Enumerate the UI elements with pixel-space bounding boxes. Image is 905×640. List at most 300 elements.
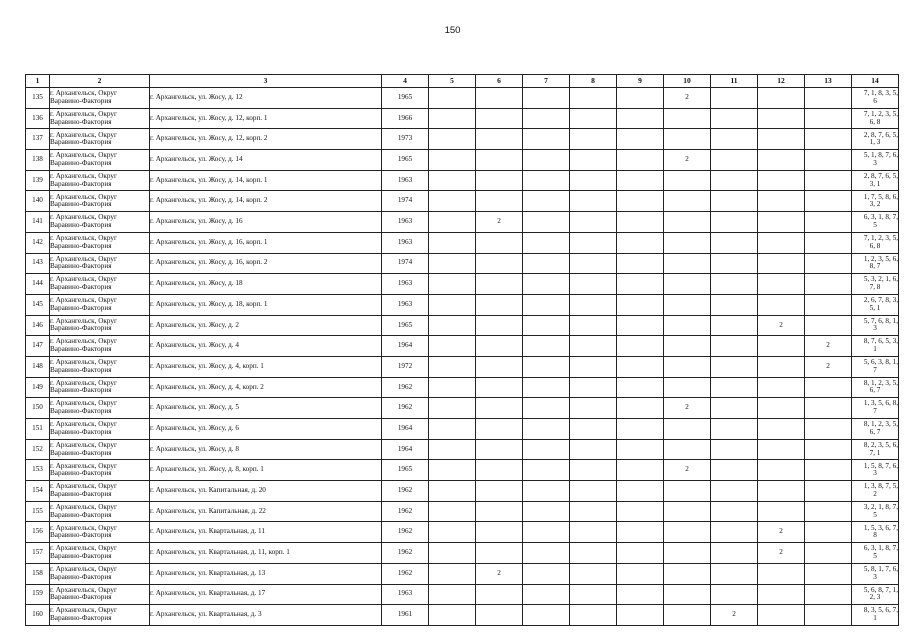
col5-cell bbox=[429, 212, 476, 233]
address-cell: г. Архангельск, ул. Капитальная, д. 22 bbox=[150, 501, 382, 522]
district-cell bbox=[50, 150, 150, 171]
district-line: г. Архангельск, Округ bbox=[50, 254, 117, 263]
col6-cell bbox=[476, 253, 523, 274]
col7-cell bbox=[523, 522, 570, 543]
col9-cell bbox=[617, 150, 664, 171]
code-line-1: 7, 1, 2, 3, 5, bbox=[863, 109, 898, 118]
col13-cell bbox=[805, 150, 852, 171]
row-number: 154 bbox=[26, 481, 50, 502]
col13-cell bbox=[805, 253, 852, 274]
col5-cell bbox=[429, 563, 476, 584]
district-line: г. Архангельск, Округ bbox=[50, 544, 117, 553]
col10-cell: 2 bbox=[664, 460, 711, 481]
code-line-1: 1, 5, 3, 6, 7, bbox=[863, 523, 898, 532]
year-cell: 1974 bbox=[382, 191, 429, 212]
col7-cell bbox=[523, 108, 570, 129]
code-cell bbox=[852, 232, 899, 253]
year-cell: 1963 bbox=[382, 294, 429, 315]
table-row bbox=[26, 356, 899, 377]
code-line-2: 3 bbox=[873, 324, 877, 333]
col12-cell bbox=[758, 191, 805, 212]
code-line-2: 3, 2 bbox=[869, 200, 881, 209]
address-cell: г. Архангельск, ул. Жосу, д. 16, корп. 2 bbox=[150, 253, 382, 274]
district-line: Варавино-Фактория bbox=[50, 241, 112, 250]
address-cell: г. Архангельск, ул. Жосу, д. 12, корп. 2 bbox=[150, 129, 382, 150]
district-line: г. Архангельск, Округ bbox=[50, 523, 117, 532]
col8-cell bbox=[570, 232, 617, 253]
col10-cell bbox=[664, 129, 711, 150]
col12-cell: 2 bbox=[758, 522, 805, 543]
table-row bbox=[26, 274, 899, 295]
col13-cell bbox=[805, 108, 852, 129]
col10-cell bbox=[664, 439, 711, 460]
address-cell: г. Архангельск, ул. Жосу, д. 14, корп. 1 bbox=[150, 170, 382, 191]
year-cell: 1963 bbox=[382, 584, 429, 605]
col8-cell bbox=[570, 377, 617, 398]
column-header-7: 7 bbox=[523, 75, 570, 88]
address-cell: г. Архангельск, ул. Жосу, д. 16 bbox=[150, 212, 382, 233]
col10-cell bbox=[664, 108, 711, 129]
year-cell: 1962 bbox=[382, 481, 429, 502]
code-line-2: 3 bbox=[873, 572, 877, 581]
col6-cell bbox=[476, 232, 523, 253]
col12-cell: 2 bbox=[758, 315, 805, 336]
col12-cell bbox=[758, 377, 805, 398]
col5-cell bbox=[429, 150, 476, 171]
district-line: Варавино-Фактория bbox=[50, 593, 112, 602]
district-cell bbox=[50, 274, 150, 295]
col7-cell bbox=[523, 315, 570, 336]
district-cell bbox=[50, 522, 150, 543]
address-cell: г. Архангельск, ул. Жосу, д. 16, корп. 1 bbox=[150, 232, 382, 253]
col10-cell: 2 bbox=[664, 88, 711, 109]
code-line-1: 1, 7, 5, 8, 6, bbox=[863, 192, 898, 201]
district-line: Варавино-Фактория bbox=[50, 179, 112, 188]
col10-cell bbox=[664, 315, 711, 336]
col5-cell bbox=[429, 191, 476, 212]
district-cell bbox=[50, 398, 150, 419]
col7-cell bbox=[523, 274, 570, 295]
code-cell bbox=[852, 253, 899, 274]
row-number: 157 bbox=[26, 543, 50, 564]
col13-cell bbox=[805, 584, 852, 605]
col5-cell bbox=[429, 232, 476, 253]
col12-cell bbox=[758, 129, 805, 150]
address-cell: г. Архангельск, ул. Квартальная, д. 17 bbox=[150, 584, 382, 605]
address-cell: г. Архангельск, ул. Жосу, д. 18, корп. 1 bbox=[150, 294, 382, 315]
year-cell: 1964 bbox=[382, 336, 429, 357]
col9-cell bbox=[617, 336, 664, 357]
col11-cell bbox=[711, 253, 758, 274]
table-row bbox=[26, 501, 899, 522]
col9-cell bbox=[617, 294, 664, 315]
table-row bbox=[26, 170, 899, 191]
district-cell bbox=[50, 419, 150, 440]
year-cell: 1961 bbox=[382, 605, 429, 626]
district-line: Варавино-Фактория bbox=[50, 96, 112, 105]
row-number: 153 bbox=[26, 460, 50, 481]
row-number: 160 bbox=[26, 605, 50, 626]
district-line: Варавино-Фактория bbox=[50, 138, 112, 147]
district-cell bbox=[50, 336, 150, 357]
col9-cell bbox=[617, 170, 664, 191]
code-cell bbox=[852, 584, 899, 605]
col6-cell bbox=[476, 460, 523, 481]
code-line-2: 7, 1 bbox=[869, 448, 881, 457]
year-cell: 1964 bbox=[382, 439, 429, 460]
col13-cell bbox=[805, 212, 852, 233]
col6-cell bbox=[476, 170, 523, 191]
col7-cell bbox=[523, 543, 570, 564]
district-line: г. Архангельск, Округ bbox=[50, 420, 117, 429]
col6-cell bbox=[476, 543, 523, 564]
code-line-1: 5, 7, 6, 8, 1, bbox=[863, 316, 898, 325]
district-cell bbox=[50, 481, 150, 502]
code-line-2: 6, 7 bbox=[869, 427, 881, 436]
col11-cell bbox=[711, 336, 758, 357]
col6-cell bbox=[476, 605, 523, 626]
col13-cell bbox=[805, 315, 852, 336]
code-line-1: 1, 2, 3, 5, 6, bbox=[863, 254, 898, 263]
col6-cell bbox=[476, 336, 523, 357]
col6-cell bbox=[476, 584, 523, 605]
code-line-1: 5, 6, 8, 7, 1, bbox=[863, 585, 898, 594]
row-number: 156 bbox=[26, 522, 50, 543]
col6-cell bbox=[476, 150, 523, 171]
col10-cell bbox=[664, 522, 711, 543]
col9-cell bbox=[617, 274, 664, 295]
district-cell bbox=[50, 108, 150, 129]
col13-cell bbox=[805, 294, 852, 315]
col13-cell bbox=[805, 88, 852, 109]
col10-cell bbox=[664, 274, 711, 295]
col11-cell bbox=[711, 212, 758, 233]
table-row bbox=[26, 253, 899, 274]
col6-cell bbox=[476, 129, 523, 150]
col13-cell bbox=[805, 563, 852, 584]
district-line: Варавино-Фактория bbox=[50, 386, 112, 395]
col8-cell bbox=[570, 522, 617, 543]
col10-cell bbox=[664, 170, 711, 191]
col12-cell bbox=[758, 108, 805, 129]
address-cell: г. Архангельск, ул. Жосу, д. 2 bbox=[150, 315, 382, 336]
col5-cell bbox=[429, 356, 476, 377]
col10-cell bbox=[664, 232, 711, 253]
year-cell: 1963 bbox=[382, 212, 429, 233]
district-line: Варавино-Фактория bbox=[50, 551, 112, 560]
col7-cell bbox=[523, 377, 570, 398]
col9-cell bbox=[617, 543, 664, 564]
col10-cell bbox=[664, 212, 711, 233]
col5-cell bbox=[429, 584, 476, 605]
col6-cell: 2 bbox=[476, 563, 523, 584]
col8-cell bbox=[570, 439, 617, 460]
district-line: г. Архангельск, Округ bbox=[50, 89, 117, 98]
code-line-2: 8 bbox=[873, 531, 877, 540]
district-line: г. Архангельск, Округ bbox=[50, 171, 117, 180]
code-line-2: 1 bbox=[873, 614, 877, 623]
row-number: 135 bbox=[26, 88, 50, 109]
district-line: г. Архангельск, Округ bbox=[50, 399, 117, 408]
col8-cell bbox=[570, 501, 617, 522]
col7-cell bbox=[523, 501, 570, 522]
code-line-2: 3 bbox=[873, 469, 877, 478]
code-line-1: 7, 1, 2, 3, 5, bbox=[863, 233, 898, 242]
col9-cell bbox=[617, 108, 664, 129]
district-line: г. Архангельск, Округ bbox=[50, 213, 117, 222]
col7-cell bbox=[523, 170, 570, 191]
col9-cell bbox=[617, 232, 664, 253]
col13-cell: 2 bbox=[805, 356, 852, 377]
row-number: 146 bbox=[26, 315, 50, 336]
district-cell bbox=[50, 356, 150, 377]
table-row bbox=[26, 584, 899, 605]
col12-cell bbox=[758, 232, 805, 253]
table-row bbox=[26, 212, 899, 233]
col9-cell bbox=[617, 356, 664, 377]
col11-cell bbox=[711, 439, 758, 460]
col11-cell bbox=[711, 584, 758, 605]
district-line: Варавино-Фактория bbox=[50, 283, 112, 292]
col11-cell bbox=[711, 543, 758, 564]
row-number: 141 bbox=[26, 212, 50, 233]
col11-cell bbox=[711, 315, 758, 336]
col8-cell bbox=[570, 584, 617, 605]
col13-cell bbox=[805, 439, 852, 460]
col11-cell bbox=[711, 419, 758, 440]
col10-cell bbox=[664, 584, 711, 605]
table-row bbox=[26, 129, 899, 150]
district-line: Варавино-Фактория bbox=[50, 427, 112, 436]
col11-cell bbox=[711, 460, 758, 481]
col9-cell bbox=[617, 377, 664, 398]
col5-cell bbox=[429, 543, 476, 564]
table-row bbox=[26, 543, 899, 564]
year-cell: 1965 bbox=[382, 460, 429, 481]
col8-cell bbox=[570, 88, 617, 109]
column-header-2: 2 bbox=[50, 75, 150, 88]
code-line-2: 6, 8 bbox=[869, 241, 881, 250]
district-line: Варавино-Фактория bbox=[50, 531, 112, 540]
address-cell: г. Архангельск, ул. Квартальная, д. 11 bbox=[150, 522, 382, 543]
col13-cell bbox=[805, 170, 852, 191]
code-line-1: 1, 3, 8, 7, 5, bbox=[863, 482, 898, 491]
year-cell: 1974 bbox=[382, 253, 429, 274]
row-number: 137 bbox=[26, 129, 50, 150]
district-cell bbox=[50, 232, 150, 253]
row-number: 150 bbox=[26, 398, 50, 419]
code-cell bbox=[852, 522, 899, 543]
col5-cell bbox=[429, 274, 476, 295]
district-line: г. Архангельск, Округ bbox=[50, 502, 117, 511]
district-line: г. Архангельск, Округ bbox=[50, 482, 117, 491]
code-cell bbox=[852, 294, 899, 315]
col9-cell bbox=[617, 129, 664, 150]
col13-cell bbox=[805, 543, 852, 564]
code-line-1: 8, 7, 6, 5, 3, bbox=[863, 337, 898, 346]
row-number: 140 bbox=[26, 191, 50, 212]
table-row bbox=[26, 150, 899, 171]
address-cell: г. Архангельск, ул. Жосу, д. 12, корп. 1 bbox=[150, 108, 382, 129]
col11-cell bbox=[711, 150, 758, 171]
col11-cell bbox=[711, 501, 758, 522]
col8-cell bbox=[570, 419, 617, 440]
col10-cell bbox=[664, 543, 711, 564]
code-line-1: 5, 8, 1, 7, 6, bbox=[863, 564, 898, 573]
col8-cell bbox=[570, 460, 617, 481]
address-cell: г. Архангельск, ул. Капитальная, д. 20 bbox=[150, 481, 382, 502]
code-cell bbox=[852, 356, 899, 377]
col5-cell bbox=[429, 129, 476, 150]
row-number: 158 bbox=[26, 563, 50, 584]
code-line-2: 2 bbox=[873, 489, 877, 498]
col7-cell bbox=[523, 563, 570, 584]
col12-cell bbox=[758, 170, 805, 191]
code-cell bbox=[852, 336, 899, 357]
year-cell: 1962 bbox=[382, 501, 429, 522]
district-cell bbox=[50, 605, 150, 626]
table-row bbox=[26, 294, 899, 315]
code-line-2: 7 bbox=[873, 365, 877, 374]
code-line-2: 5 bbox=[873, 551, 877, 560]
district-line: Варавино-Фактория bbox=[50, 200, 112, 209]
column-header-1: 1 bbox=[26, 75, 50, 88]
col10-cell bbox=[664, 253, 711, 274]
col7-cell bbox=[523, 584, 570, 605]
district-cell bbox=[50, 315, 150, 336]
col8-cell bbox=[570, 543, 617, 564]
col9-cell bbox=[617, 563, 664, 584]
col6-cell bbox=[476, 439, 523, 460]
code-line-1: 6, 3, 1, 8, 7, bbox=[863, 213, 898, 222]
column-header-12: 12 bbox=[758, 75, 805, 88]
district-line: Варавино-Фактория bbox=[50, 448, 112, 457]
col10-cell: 2 bbox=[664, 150, 711, 171]
col6-cell bbox=[476, 315, 523, 336]
col11-cell bbox=[711, 108, 758, 129]
col9-cell bbox=[617, 501, 664, 522]
district-line: г. Архангельск, Округ bbox=[50, 378, 117, 387]
col10-cell bbox=[664, 563, 711, 584]
col11-cell: 2 bbox=[711, 605, 758, 626]
table-row bbox=[26, 232, 899, 253]
col6-cell bbox=[476, 501, 523, 522]
code-line-1: 1, 5, 8, 7, 6, bbox=[863, 461, 898, 470]
code-cell bbox=[852, 501, 899, 522]
col12-cell bbox=[758, 398, 805, 419]
district-cell bbox=[50, 543, 150, 564]
col10-cell bbox=[664, 501, 711, 522]
code-cell bbox=[852, 212, 899, 233]
code-cell bbox=[852, 315, 899, 336]
district-line: Варавино-Фактория bbox=[50, 407, 112, 416]
district-line: г. Архангельск, Округ bbox=[50, 192, 117, 201]
col6-cell bbox=[476, 398, 523, 419]
district-line: Варавино-Фактория bbox=[50, 117, 112, 126]
code-line-2: 3 bbox=[873, 158, 877, 167]
row-number: 151 bbox=[26, 419, 50, 440]
code-line-2: 1, 3 bbox=[869, 138, 881, 147]
district-line: Варавино-Фактория bbox=[50, 303, 112, 312]
col7-cell bbox=[523, 150, 570, 171]
district-line: г. Архангельск, Округ bbox=[50, 109, 117, 118]
code-line-2: 6, 8 bbox=[869, 117, 881, 126]
col13-cell bbox=[805, 377, 852, 398]
col5-cell bbox=[429, 398, 476, 419]
col7-cell bbox=[523, 460, 570, 481]
district-cell bbox=[50, 439, 150, 460]
district-line: Варавино-Фактория bbox=[50, 572, 112, 581]
column-header-row bbox=[26, 75, 899, 88]
col10-cell bbox=[664, 605, 711, 626]
row-number: 155 bbox=[26, 501, 50, 522]
district-line: Варавино-Фактория bbox=[50, 510, 112, 519]
col11-cell bbox=[711, 88, 758, 109]
row-number: 159 bbox=[26, 584, 50, 605]
code-line-2: 6 bbox=[873, 96, 877, 105]
col7-cell bbox=[523, 481, 570, 502]
col5-cell bbox=[429, 108, 476, 129]
column-header-3: 3 bbox=[150, 75, 382, 88]
col8-cell bbox=[570, 356, 617, 377]
district-line: Варавино-Фактория bbox=[50, 365, 112, 374]
table-row bbox=[26, 481, 899, 502]
table-row bbox=[26, 315, 899, 336]
code-cell bbox=[852, 129, 899, 150]
column-header-14: 14 bbox=[852, 75, 899, 88]
year-cell: 1962 bbox=[382, 543, 429, 564]
col5-cell bbox=[429, 253, 476, 274]
table-row bbox=[26, 439, 899, 460]
col7-cell bbox=[523, 191, 570, 212]
col13-cell bbox=[805, 605, 852, 626]
col5-cell bbox=[429, 170, 476, 191]
code-cell bbox=[852, 543, 899, 564]
col9-cell bbox=[617, 315, 664, 336]
col11-cell bbox=[711, 170, 758, 191]
col13-cell bbox=[805, 129, 852, 150]
year-cell: 1966 bbox=[382, 108, 429, 129]
row-number: 149 bbox=[26, 377, 50, 398]
table-row bbox=[26, 88, 899, 109]
col8-cell bbox=[570, 294, 617, 315]
address-cell: г. Архангельск, ул. Жосу, д. 8 bbox=[150, 439, 382, 460]
district-line: г. Архангельск, Округ bbox=[50, 564, 117, 573]
col7-cell bbox=[523, 253, 570, 274]
col8-cell bbox=[570, 398, 617, 419]
year-cell: 1962 bbox=[382, 377, 429, 398]
year-cell: 1962 bbox=[382, 522, 429, 543]
address-cell: г. Архангельск, ул. Квартальная, д. 11, корп. 1 bbox=[150, 543, 382, 564]
col8-cell bbox=[570, 129, 617, 150]
col12-cell bbox=[758, 336, 805, 357]
column-header-10: 10 bbox=[664, 75, 711, 88]
col12-cell bbox=[758, 88, 805, 109]
col12-cell bbox=[758, 274, 805, 295]
col12-cell bbox=[758, 356, 805, 377]
address-cell: г. Архангельск, ул. Жосу, д. 4 bbox=[150, 336, 382, 357]
year-cell: 1963 bbox=[382, 274, 429, 295]
col6-cell: 2 bbox=[476, 212, 523, 233]
row-number: 136 bbox=[26, 108, 50, 129]
col8-cell bbox=[570, 170, 617, 191]
row-number: 144 bbox=[26, 274, 50, 295]
col12-cell bbox=[758, 439, 805, 460]
address-cell: г. Архангельск, ул. Жосу, д. 4, корп. 1 bbox=[150, 356, 382, 377]
col9-cell bbox=[617, 522, 664, 543]
code-line-1: 7, 1, 8, 3, 5, bbox=[863, 89, 898, 98]
code-line-1: 5, 1, 8, 7, 6, bbox=[863, 151, 898, 160]
